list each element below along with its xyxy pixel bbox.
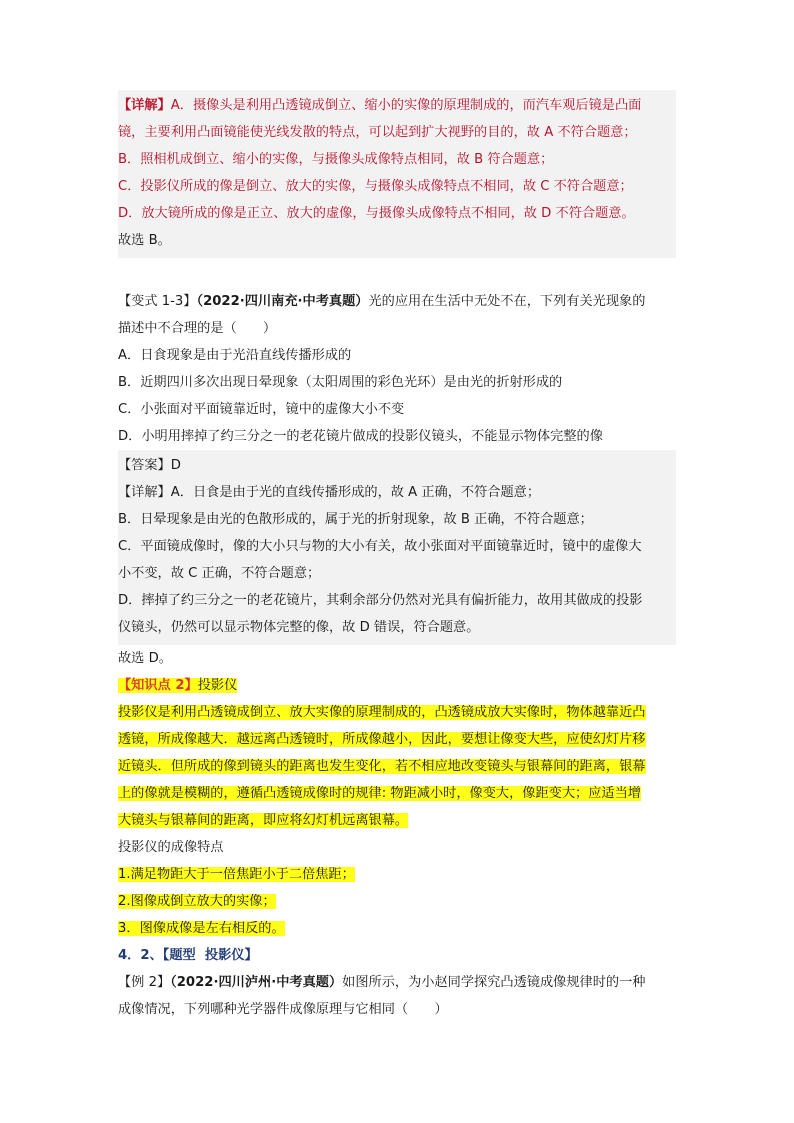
explanation-block-1 [118, 90, 676, 258]
answer-line [118, 452, 676, 479]
explanation-line: 镜，主要利用凸面镜能使光线发散的特点，可以起到扩大视野的目的，故 A 不符合题意； [118, 125, 637, 140]
explanation-line: 小不变，故 C 正确，不符合题意； [118, 566, 321, 581]
question-source: （2022·四川泸州·中考真题） [170, 975, 343, 990]
explanation-line: 【详解】A．日食是由于光的直线传播形成的，故 A 正确，不符合题意； [118, 485, 541, 500]
question-stem-line: 【变式 1-3】（2022·四川南充·中考真题）光的应用在生活中无处不在，下列有关光现象的 [118, 294, 646, 309]
answer-conclusion: 故选 D。 [118, 651, 172, 666]
knowledge-line: 透镜，所成像越大．越远离凸透镜时，所成像越小，因此，要想让像变大些，应使幻灯片移 [118, 732, 646, 747]
variant-label: 【变式 1-3】 [118, 294, 197, 309]
explanation-line: C．投影仪所成的像是倒立、放大的实像，与摄像头成像特点不相同，故 C 不符合题意； [118, 179, 633, 194]
question-stem-line: 成像情况，下列哪种光学器件成像原理与它相同（ ） [118, 1002, 448, 1017]
option-d: D．小明用摔掉了约三分之一的老花镜片做成的投影仪镜头，不能显示物体完整的像 [118, 429, 603, 444]
knowledge-line: 投影仪是利用凸透镜成倒立、放大实像的原理制成的，凸透镜成放大实像时，物体越靠近凸 [118, 705, 646, 720]
document-page [118, 90, 676, 1023]
knowledge-label: 【知识点 2】 [118, 678, 198, 693]
knowledge-heading [118, 672, 676, 699]
section-label: 【题型 [162, 948, 196, 963]
explanation-line: B．照相机成倒立、缩小的实像，与摄像头成像特点相同，故 B 符合题意； [118, 152, 554, 167]
variant-question [118, 288, 676, 450]
section-heading [118, 942, 676, 969]
knowledge-line: 上的像就是模糊的，遵循凸透镜成像时的规律: 物距减小时，像变大，像距变大；应适当增 [118, 786, 641, 801]
explanation-line: D．放大镜所成的像是正立、放大的虚像，与摄像头成像特点不相同，故 D 不符合题意。 [118, 206, 635, 221]
section-number: 4．2、 [118, 948, 163, 963]
knowledge-title: 投影仪 [197, 678, 238, 693]
question-stem-line: 【例 2】（2022·四川泸州·中考真题）如图所示，为小赵同学探究凸透镜成像规律时的一种 [118, 975, 646, 990]
spacer [118, 258, 676, 288]
feature-title: 投影仪的成像特点 [118, 840, 224, 855]
answer-value: D [170, 458, 181, 473]
answer-block [118, 450, 676, 645]
question-source: （2022·四川南充·中考真题） [196, 294, 369, 309]
knowledge-line: 大镜头与银幕间的距离，即应将幻灯机远离银幕。 [118, 813, 409, 828]
explanation-line: B．日晕现象是由光的色散形成的，属于光的折射现象，故 B 正确，不符合题意； [118, 512, 593, 527]
section-title: 投影仪】 [204, 948, 258, 963]
example-label: 【例 2】 [118, 975, 171, 990]
explanation-line: 仪镜头，仍然可以显示物体完整的像，故 D 错误，符合题意。 [118, 620, 480, 635]
question-stem-line: 描述中不合理的是（ ） [118, 321, 277, 336]
explanation-conclusion: 故选 B。 [118, 233, 171, 248]
option-c: C．小张面对平面镜靠近时，镜中的虚像大小不变 [118, 402, 405, 417]
explanation-line: C．平面镜成像时，像的大小只与物的大小有关，故小张面对平面镜靠近时，镜中的虚像大 [118, 539, 642, 554]
feature-item: 2.图像成倒立放大的实像； [118, 894, 276, 909]
knowledge-line: 近镜头．但所成的像到镜头的距离也发生变化，若不相应地改变镜头与银幕间的距离，银幕 [118, 759, 646, 774]
option-b: B．近期四川多次出现日晕现象（太阳周围的彩色光环）是由光的折射形成的 [118, 375, 563, 390]
explanation-line: 【详解】A．摄像头是利用凸透镜成倒立、缩小的实像的原理制成的，而汽车观后镜是凸面 [118, 98, 642, 113]
explanation-label: 【详解】 [118, 98, 171, 113]
example-question [118, 969, 676, 1023]
feature-item: 3．图像成像是左右相反的。 [118, 921, 285, 936]
knowledge-body [118, 699, 676, 834]
answer-label: 【答案】 [118, 458, 171, 473]
explanation-line: D．摔掉了约三分之一的老花镜片，其剩余部分仍然对光具有偏折能力，故用其做成的投影 [118, 593, 643, 608]
explanation-label: 【详解】 [118, 485, 171, 500]
option-a: A．日食现象是由于光沿直线传播形成的 [118, 348, 352, 363]
feature-item: 1.满足物距大于一倍焦距小于二倍焦距； [118, 867, 355, 882]
